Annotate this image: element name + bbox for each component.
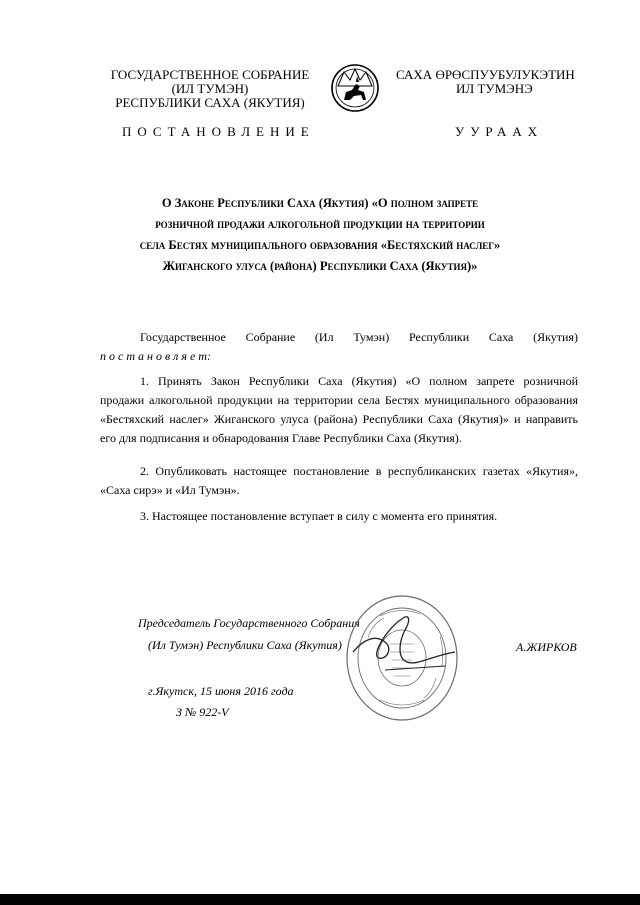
preamble-word: (Ил [314,330,334,344]
coat-of-arms-emblem-icon [330,62,380,114]
document-title [80,193,560,277]
issuer-sah-line-2: ИЛ ТУМЭНЭ [456,81,533,96]
preamble-word: Республики [408,330,470,344]
resolution-item-1 [100,372,578,448]
place-and-date: г.Якутск, 15 июня 2016 года [148,684,294,698]
doc-type-sah: УУРААХ [455,124,544,139]
issuer-line-1: ГОСУДАРСТВЕННОЕ СОБРАНИЕ [110,67,310,82]
issuer-block-ru [90,68,330,110]
resolves-word: п о с т а н о в л я е т: [100,349,211,363]
item-line: «Саха сирэ» и «Ил Тумэн». [100,483,240,497]
title-line: розничной продажи алкогольной продукции на территории [155,217,485,231]
issuer-block-sah [396,68,596,96]
resolution-item-2 [100,462,578,500]
issuer-sah-line-1: САХА ӨРӨСПУУБУЛУКЭТИН [396,67,575,82]
document-number: З № 922-V [176,705,229,719]
item-line: его для подписания и обнародования Главе Республики Саха (Якутия). [100,431,462,445]
preamble-word: Государственное [140,330,226,344]
resolution-item-3: 3. Настоящее постановление вступает в силу с момента его принятия. [140,509,498,523]
title-line: О Законе Республики Саха (Якутия) «О полном запрете [161,196,479,210]
title-line: села Бестях муниципального образования «Бестяхский наслег» [139,238,501,252]
doc-type-ru: ПОСТАНОВЛЕНИЕ [122,124,315,139]
scan-edge-bar [0,894,640,905]
item-line: 1. Принять Закон Республики Саха (Якутия) «О полном запрете розничной [140,374,578,388]
preamble-word: Саха [488,330,514,344]
preamble-line [100,328,578,347]
preamble-word: Собрание [245,330,296,344]
item-line: 2. Опубликовать настоящее постановление в республиканских газетах «Якутия», [140,464,578,478]
handwritten-signature [345,600,465,680]
issuer-line-2: (ИЛ ТУМЭН) [171,81,249,96]
title-line: Жиганского улуса (района) Республики Саха (Якутия)» [162,259,478,273]
item-line: «Бестяхский наслег» Жиганского улуса (района) Республики Саха (Якутия)» и направить [100,412,578,426]
signatory-name: А.ЖИРКОВ [516,640,577,654]
signatory-position-line-2: (Ил Тумэн) Республики Саха (Якутия) [148,638,342,652]
signatory-position-line-1: Председатель Государственного Собрания [138,616,360,630]
preamble-word: (Якутия) [533,330,578,344]
item-line: продажи алкогольной продукции на территории села Бестях муниципального образования [100,393,578,407]
preamble-word: Тумэн) [353,330,390,344]
issuer-line-3: РЕСПУБЛИКИ САХА (ЯКУТИЯ) [115,95,305,110]
